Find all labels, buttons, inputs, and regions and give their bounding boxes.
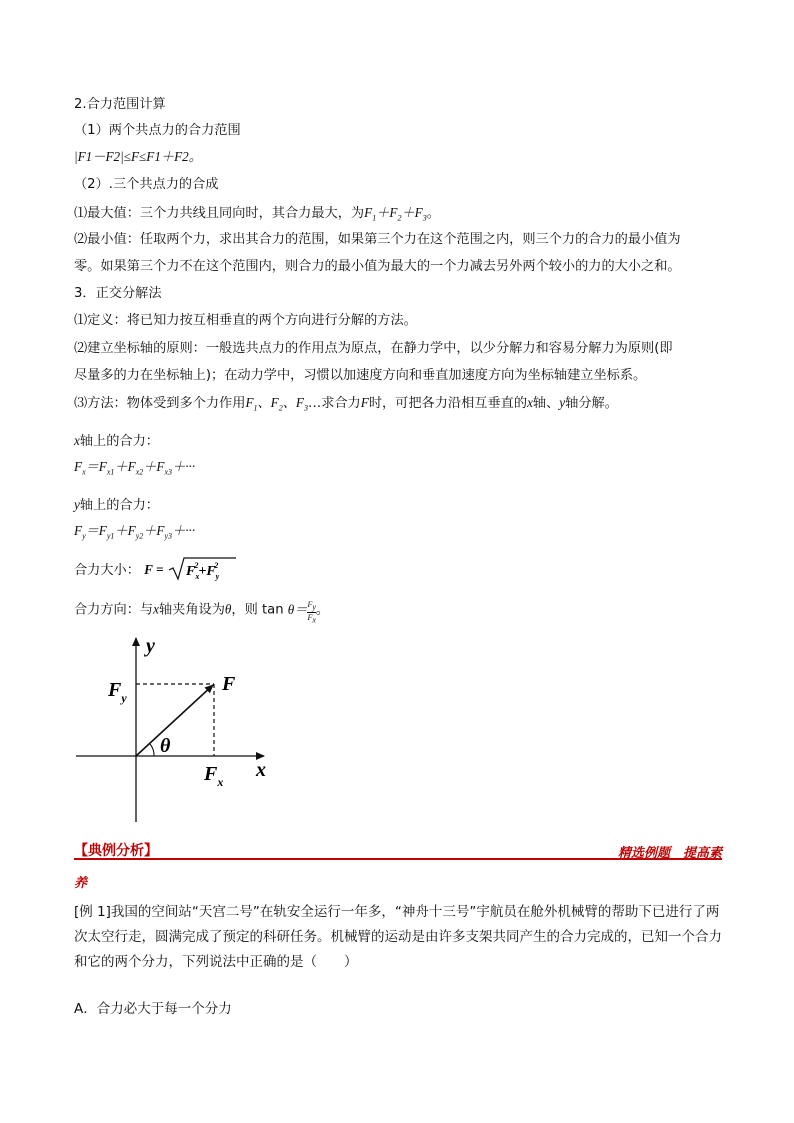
x-axis-label: 轴上的合力： <box>79 434 159 449</box>
fy-label-main: F <box>108 679 122 701</box>
range-formula: |F1－F2|≤F≤F1＋F2。 <box>74 149 202 164</box>
x-axis-label: x <box>256 759 266 781</box>
x-symbol: x <box>74 433 80 448</box>
fx-label-sub: x <box>217 775 224 789</box>
fy-formula: $F_y=F_{y1}+F_{y2}+F_{y3}+\cdot\cdot\cdot$ <box>74 523 196 541</box>
example-question: [例 1]我国的空间站“天宫二号”在轨安全运行一年多，“神舟十三号”宇航员在舱外机械臂的帮助下已进行了两次太空行走，圆满完成了预定的科研任务。机械臂的运动是由许多支架共同产生的合力完成的，已知一个合力和它的两个分力，下列说法中正确的是（ ） <box>74 904 722 970</box>
direction-text-d: 。 <box>315 602 330 618</box>
svg-text:Fx2+Fy2: $F_x2+F_y2$ <box>185 561 220 581</box>
section2-sub2: （2）.三个共点力的合成 <box>74 177 219 192</box>
method-forces: $F_1$、$F_2$、$F_3$ <box>245 395 308 413</box>
direction-theta: θ <box>224 601 232 617</box>
force-decomposition-diagram <box>74 632 274 824</box>
section2-sub1: （1）两个共点力的合力范围 <box>74 123 241 138</box>
fx-label <box>203 763 223 789</box>
method-text-a: ⑶方法：物体受到多个力作用 <box>74 396 246 411</box>
max-value-line <box>74 204 440 228</box>
option-a: A．合力必大于每一个分力 <box>74 1001 232 1017</box>
max-value-label: ⑴最大值：三个力共线且同向时，其合力最大，为 <box>74 206 365 221</box>
example-banner-slogan-cont: 养 <box>74 876 88 891</box>
method-y: y <box>559 395 566 410</box>
section3-title: 3．正交分解法 <box>74 286 162 301</box>
method-F: F <box>360 395 369 410</box>
method-text-e: 轴分解。 <box>565 396 618 411</box>
theta-label: θ <box>160 735 171 757</box>
coord-principle-line2: 尽量多的力在坐标轴上)；在动力学中，习惯以加速度方向和垂直加速度方向为坐标轴建立坐标系。 <box>74 368 647 383</box>
definition-line: ⑴定义：将已知力按互相垂直的两个方向进行分解的方法。 <box>74 313 417 328</box>
section2-title: 2.合力范围计算 <box>74 97 166 112</box>
angle-arc <box>150 744 154 756</box>
example-banner-title: 【典例分析】 <box>74 843 158 859</box>
y-axis-label: 轴上的合力： <box>79 498 159 513</box>
resultant-vector <box>136 685 213 756</box>
y-axis-label-line <box>74 496 159 515</box>
max-value-tail: 。 <box>426 206 440 221</box>
fy-label-sub: y <box>121 691 127 705</box>
min-value-line2: 零。如果第三个力不在这个范围内，则合力的最小值为最大的一个力减去另外两个较小的力的大小之和。 <box>74 259 681 274</box>
example-banner-slogan: 精选例题 提高素 <box>617 846 722 861</box>
sqrt-symbol <box>167 556 237 582</box>
method-text-d: 轴、 <box>532 396 560 411</box>
direction-line <box>74 600 329 624</box>
resultant-label: F <box>222 673 236 695</box>
method-line <box>74 394 618 418</box>
method-text-b: …求合力 <box>308 396 361 411</box>
magnitude-label: 合力大小： <box>74 563 140 578</box>
y-symbol: y <box>74 497 80 512</box>
coord-principle-line1: ⑵建立坐标轴的原则：一般选共点力的作用点为原点，在静力学中，以少分解力和容易分解力为原则(即 <box>74 341 673 356</box>
method-x: x <box>527 395 533 410</box>
fx-formula: $F_x=F_{x1}+F_{x2}+F_{x3}+\cdot\cdot\cdot$ <box>74 459 196 477</box>
fy-label <box>107 679 127 705</box>
y-axis-label: y <box>146 635 155 657</box>
direction-formula: θ＝ $\frac{F_y}{F_x}$ <box>287 600 316 625</box>
fx-label-main: F <box>204 763 218 785</box>
direction-text-a: 合力方向：与 <box>74 602 154 618</box>
direction-text-c: ，则 tan <box>231 602 284 618</box>
direction-x: x <box>153 601 159 617</box>
magnitude-line <box>74 556 237 582</box>
min-value-line1: ⑵最小值：任取两个力，求出其合力的范围，如果第三个力在这个范围之内，则三个力的合力的最小值为 <box>74 232 681 247</box>
method-text-c: 时，可把各力沿相互垂直的 <box>368 396 528 411</box>
x-axis-label-line <box>74 432 159 451</box>
direction-text-b: 轴夹角设为 <box>158 602 225 618</box>
max-value-formula: $F_1+F_2+F_3$ <box>364 205 427 223</box>
magnitude-formula: F = $F_x2+F_y2$ <box>144 562 237 577</box>
example-banner-rule <box>74 858 722 860</box>
